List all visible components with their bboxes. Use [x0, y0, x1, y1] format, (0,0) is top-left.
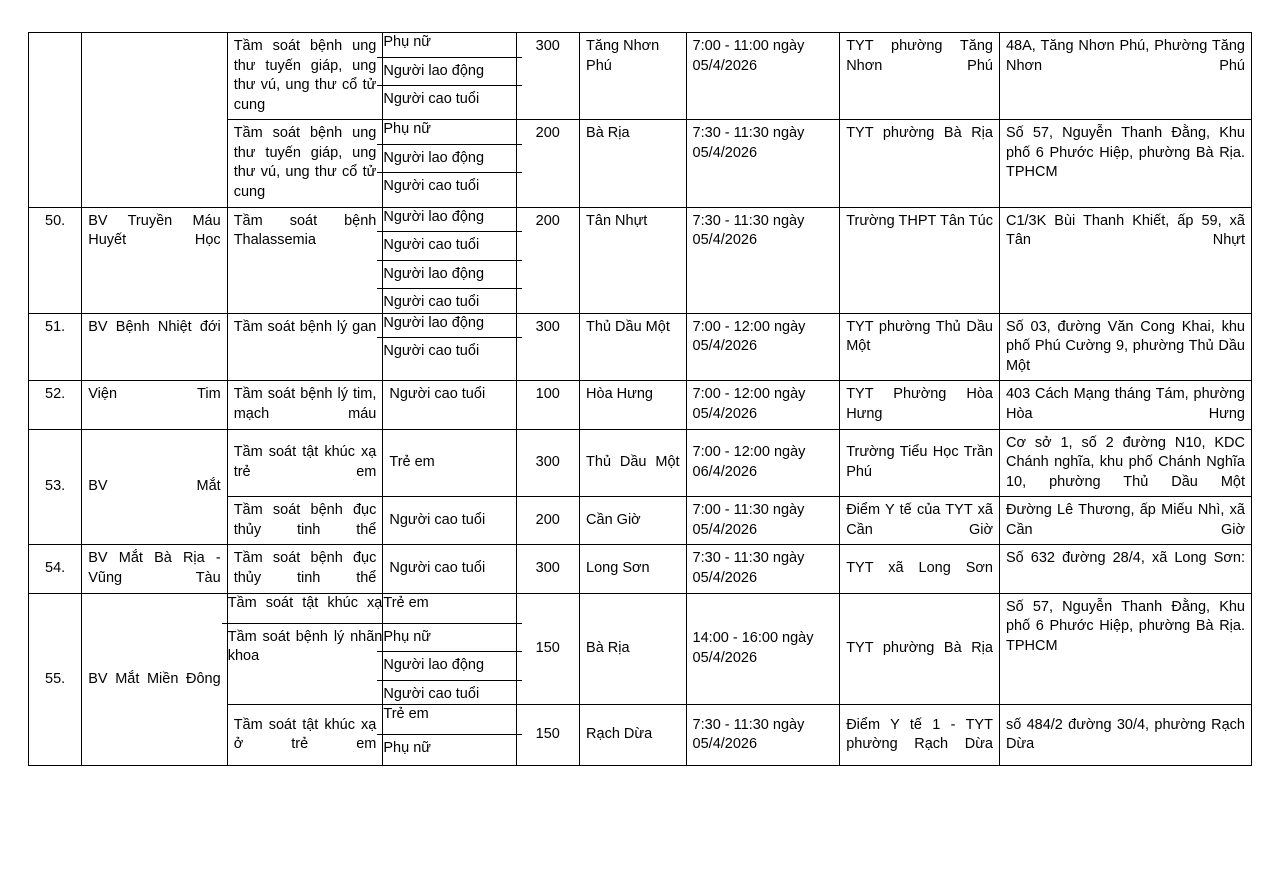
cell-place: TYT Phường Hòa Hưng	[840, 381, 1000, 429]
target-item: Trẻ em	[377, 701, 521, 735]
cell-targets	[383, 33, 516, 120]
cell-address: Số 632 đường 28/4, xã Long Sơn:	[999, 545, 1251, 593]
target-item: Phụ nữ	[377, 116, 521, 145]
cell-place: TYT xã Long Sơn	[840, 545, 1000, 593]
table-row	[29, 429, 1252, 497]
cell-targets	[383, 207, 516, 313]
cell-quantity: 100	[516, 381, 580, 429]
cell-ward: Rạch Dừa	[580, 705, 687, 766]
cell-place: Điểm Y tế 1 - TYT phường Rạch Dừa	[840, 705, 1000, 766]
cell-time: 7:00 - 12:00 ngày 05/4/2026	[686, 381, 840, 429]
cell-place: Trường Tiểu Học Trần Phú	[840, 429, 1000, 497]
table-row	[29, 33, 1252, 120]
cell-unit: BV Bệnh Nhiệt đới	[82, 313, 227, 381]
cell-quantity: 300	[516, 33, 580, 120]
target-item: Trẻ em	[377, 590, 521, 624]
cell-program: Tầm soát tật khúc xạ ở trẻ em	[227, 705, 383, 766]
cell-ward: Thủ Dầu Một	[580, 313, 687, 381]
cell-ward: Bà Rịa	[580, 120, 687, 207]
table-row	[29, 313, 1252, 381]
cell-targets	[383, 120, 516, 207]
cell-targets: Người cao tuổi	[383, 497, 516, 545]
target-item: Người cao tuổi	[383, 685, 480, 702]
cell-address: số 484/2 đường 30/4, phường Rạch Dừa	[999, 705, 1251, 766]
cell-address: Số 03, đường Văn Cong Khai, khu phố Phú Cường 9, phường Thủ Dầu Một	[999, 313, 1251, 381]
table-row	[29, 381, 1252, 429]
target-item: Người lao động	[377, 261, 521, 290]
cell-no: 54.	[29, 545, 82, 593]
cell-program: Tầm soát bệnh lý tim, mạch máu	[227, 381, 383, 429]
cell-targets	[383, 705, 516, 766]
cell-no: 51.	[29, 313, 82, 381]
cell-address: Số 57, Nguyễn Thanh Đằng, Khu phố 6 Phước Hiệp, phường Bà Rịa. TPHCM	[999, 593, 1251, 705]
cell-targets: Người cao tuổi	[383, 381, 516, 429]
cell-ward: Bà Rịa	[580, 593, 687, 705]
cell-ward: Thủ Dầu Một	[580, 429, 687, 497]
table-row	[29, 545, 1252, 593]
cell-time: 7:00 - 11:00 ngày 05/4/2026	[686, 33, 840, 120]
cell-address: Số 57, Nguyễn Thanh Đằng, Khu phố 6 Phước Hiệp, phường Bà Rịa. TPHCM	[999, 120, 1251, 207]
cell-address: Cơ sở 1, số 2 đường N10, KDC Chánh nghĩa, khu phố Chánh Nghĩa 10, phường Thủ Dầu Một	[999, 429, 1251, 497]
cell-time: 7:00 - 11:30 ngày 05/4/2026	[686, 497, 840, 545]
cell-quantity: 150	[516, 705, 580, 766]
cell-quantity: 200	[516, 497, 580, 545]
cell-place: TYT phường Tăng Nhơn Phú	[840, 33, 1000, 120]
cell-unit: BV Mắt Miền Đông	[82, 593, 227, 766]
cell-quantity: 300	[516, 429, 580, 497]
target-item: Phụ nữ	[377, 29, 521, 58]
cell-program: Tầm soát bệnh ung thư tuyến giáp, ung thư vú, ung thư cổ tử cung	[227, 33, 383, 120]
cell-place: Trường THPT Tân Túc	[840, 207, 1000, 313]
cell-address: 403 Cách Mạng tháng Tám, phường Hòa Hưng	[999, 381, 1251, 429]
target-item: Người cao tuổi	[383, 343, 480, 360]
cell-address: 48A, Tăng Nhơn Phú, Phường Tăng Nhơn Phú	[999, 33, 1251, 120]
target-item: Phụ nữ	[377, 624, 521, 653]
cell-place: Điểm Y tế của TYT xã Cần Giờ	[840, 497, 1000, 545]
cell-unit: BV Mắt	[82, 429, 227, 545]
cell-address: Đường Lê Thương, ấp Miếu Nhì, xã Cần Giờ	[999, 497, 1251, 545]
table-row	[29, 207, 1252, 313]
cell-program: Tầm soát bệnh đục thủy tinh thể	[227, 545, 383, 593]
cell-program-group	[227, 593, 383, 705]
cell-time: 7:00 - 12:00 ngày 05/4/2026	[686, 313, 840, 381]
cell-no	[29, 33, 82, 208]
cell-no: 55.	[29, 593, 82, 766]
cell-quantity: 300	[516, 313, 580, 381]
cell-targets	[383, 313, 516, 381]
target-item: Người lao động	[377, 58, 521, 87]
cell-quantity: 200	[516, 207, 580, 313]
cell-program: Tầm soát bệnh Thalassemia	[227, 207, 383, 313]
cell-program: Tầm soát bệnh đục thủy tinh thể	[227, 497, 383, 545]
target-item: Phụ nữ	[383, 740, 431, 757]
target-item: Người lao động	[377, 204, 521, 233]
cell-quantity: 150	[516, 593, 580, 705]
cell-time: 7:30 - 11:30 ngày 05/4/2026	[686, 545, 840, 593]
target-item: Người cao tuổi	[377, 232, 521, 261]
cell-unit: Viện Tim	[82, 381, 227, 429]
cell-targets	[383, 593, 516, 705]
cell-ward: Tăng Nhơn Phú	[580, 33, 687, 120]
cell-no: 52.	[29, 381, 82, 429]
cell-unit: BV Truyền Máu Huyết Học	[82, 207, 227, 313]
cell-time: 7:30 - 11:30 ngày 05/4/2026	[686, 207, 840, 313]
program-item: Tầm soát tật khúc xạ	[222, 590, 389, 624]
program-item: Tầm soát bệnh lý nhãn khoa	[227, 628, 383, 665]
target-item: Người lao động	[377, 652, 521, 681]
table-row	[29, 593, 1252, 705]
screening-schedule-table	[28, 32, 1252, 766]
cell-place: TYT phường Thủ Dầu Một	[840, 313, 1000, 381]
cell-no: 53.	[29, 429, 82, 545]
cell-ward: Long Sơn	[580, 545, 687, 593]
cell-time: 7:30 - 11:30 ngày 05/4/2026	[686, 120, 840, 207]
cell-time: 7:30 - 11:30 ngày 05/4/2026	[686, 705, 840, 766]
cell-no: 50.	[29, 207, 82, 313]
target-item: Người cao tuổi	[383, 178, 480, 195]
cell-unit: BV Mắt Bà Rịa - Vũng Tàu	[82, 545, 227, 593]
cell-program: Tầm soát bệnh ung thư tuyến giáp, ung thư vú, ung thư cổ tử cung	[227, 120, 383, 207]
cell-program: Tầm soát tật khúc xạ trẻ em	[227, 429, 383, 497]
cell-place: TYT phường Bà Rịa	[840, 120, 1000, 207]
cell-quantity: 200	[516, 120, 580, 207]
cell-targets: Người cao tuổi	[383, 545, 516, 593]
cell-quantity: 300	[516, 545, 580, 593]
cell-ward: Cần Giờ	[580, 497, 687, 545]
target-item: Người lao động	[377, 145, 521, 174]
cell-time: 7:00 - 12:00 ngày 06/4/2026	[686, 429, 840, 497]
cell-ward: Hòa Hưng	[580, 381, 687, 429]
cell-program: Tầm soát bệnh lý gan	[227, 313, 383, 381]
cell-unit	[82, 33, 227, 208]
target-item: Người cao tuổi	[383, 294, 480, 311]
cell-targets: Trẻ em	[383, 429, 516, 497]
cell-ward: Tân Nhựt	[580, 207, 687, 313]
cell-address: C1/3K Bùi Thanh Khiết, ấp 59, xã Tân Nhựt	[999, 207, 1251, 313]
target-item: Người cao tuổi	[383, 91, 480, 108]
cell-place: TYT phường Bà Rịa	[840, 593, 1000, 705]
cell-time: 14:00 - 16:00 ngày 05/4/2026	[686, 593, 840, 705]
target-item: Người lao động	[377, 310, 521, 339]
